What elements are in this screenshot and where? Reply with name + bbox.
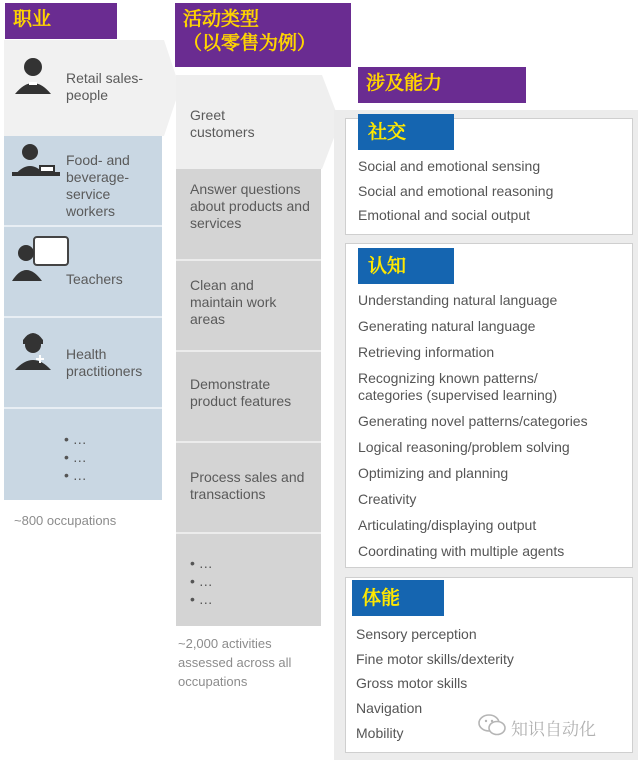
occupation-more: • … • … • …	[64, 431, 87, 483]
capability-item: Recognizing known patterns/ categories (supervised learning)	[358, 370, 558, 403]
capability-item: Emotional and social output	[358, 207, 530, 223]
physical-capability-title: 体能	[352, 580, 444, 616]
occupation-footer: ~800 occupations	[14, 513, 117, 528]
health-practitioner-icon	[12, 328, 54, 377]
activity-label: Greet customers	[190, 107, 255, 140]
activity-more: • … • … • …	[190, 555, 213, 607]
capability-item: Creativity	[358, 491, 417, 507]
capability-item: Sensory perception	[356, 626, 477, 642]
occupation-label: Health practitioners	[66, 346, 143, 379]
activity-item-clean	[176, 261, 321, 352]
activity-header-line1: 活动类型	[183, 8, 260, 30]
activity-label: Process sales and transactions	[190, 469, 305, 502]
capability-header	[358, 67, 526, 103]
capability-item: Generating natural language	[358, 318, 536, 334]
occupation-header-text: 职业	[13, 8, 52, 30]
social-capability-title: 社交	[358, 114, 454, 150]
capability-item: Mobility	[356, 725, 404, 741]
food-service-worker-icon	[12, 142, 60, 191]
activity-item-answer	[176, 169, 321, 261]
capability-item: Articulating/displaying output	[358, 517, 537, 533]
capability-item: Social and emotional reasoning	[358, 183, 554, 199]
teacher-icon	[12, 235, 70, 288]
capability-item: Understanding natural language	[358, 292, 558, 308]
wechat-icon	[478, 713, 506, 742]
watermark	[478, 714, 596, 740]
capability-item: Logical reasoning/problem solving	[358, 439, 570, 455]
activity-item-demonstrate	[176, 352, 321, 443]
occupation-item-food	[4, 136, 162, 227]
capability-header-text: 涉及能力	[366, 72, 443, 94]
occupation-label: Teachers	[66, 271, 123, 287]
occupation-item-health	[4, 318, 162, 409]
capability-item: Gross motor skills	[356, 675, 468, 691]
activity-item-more	[176, 534, 321, 626]
capability-item: Retrieving information	[358, 344, 495, 360]
retail-worker-icon	[12, 54, 54, 101]
watermark-text: 知识自动化	[511, 719, 596, 740]
occupation-label: Retail sales-people	[66, 70, 144, 103]
occupation-item-teachers	[4, 227, 162, 318]
capability-item: Navigation	[356, 700, 423, 716]
activity-label: Demonstrate product features	[190, 376, 292, 409]
activity-label: Answer questions about products and services	[190, 181, 310, 231]
activity-header-line2: （以零售为例）	[183, 32, 317, 54]
occupation-label: Food- and beverage-service workers	[66, 152, 130, 219]
capability-item: Social and emotional sensing	[358, 158, 541, 174]
activity-label: Clean and maintain work areas	[190, 277, 277, 327]
activity-footer: ~2,000 activities assessed across all occupations	[178, 636, 292, 689]
capability-item: Coordinating with multiple agents	[358, 543, 565, 559]
activity-item-greet	[176, 75, 321, 169]
occupation-item-retail	[4, 40, 162, 136]
activity-item-process	[176, 443, 321, 534]
capability-item: Fine motor skills/dexterity	[356, 651, 514, 667]
capability-item: Optimizing and planning	[358, 465, 509, 481]
occupation-header	[5, 3, 117, 39]
capability-item: Generating novel patterns/categories	[358, 413, 588, 429]
cognitive-capability-title: 认知	[358, 248, 454, 284]
activity-header	[175, 3, 351, 67]
